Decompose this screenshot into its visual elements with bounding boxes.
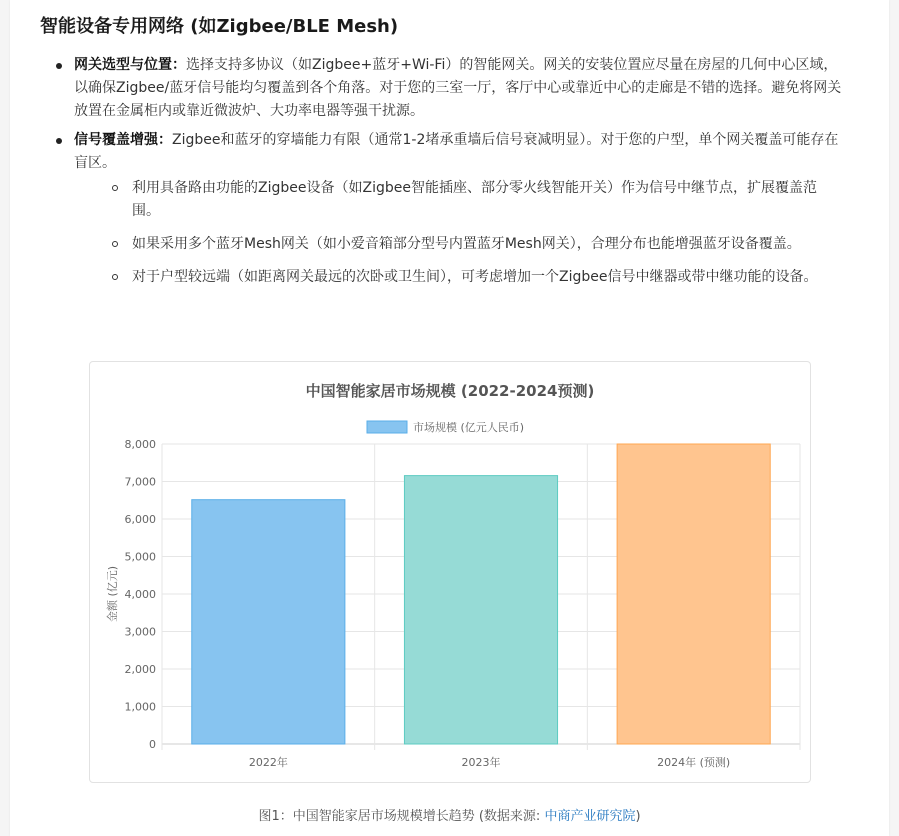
y-tick-label: 0 <box>149 738 156 751</box>
x-tick-label: 2024年 (预测) <box>657 756 731 769</box>
sub-list <box>74 177 850 289</box>
legend-label: 市场规模 (亿元人民币) <box>413 421 525 434</box>
list-item-text: 选择支持多协议（如Zigbee+蓝牙+Wi-Fi）的智能网关。网关的安装位置应尽量在房屋的几何中心区域，以确保Zigbee/蓝牙信号能均匀覆盖到各个角落。对于您的三室一厅，客厅中心或靠近中心的走廊是不错的选择。避免将网关放置在金属柜内或靠近微波炉、大功率电器等强干扰源。 <box>74 57 842 119</box>
sub-list-item <box>74 266 850 289</box>
bullet-circle-icon <box>112 274 118 280</box>
x-tick-label: 2022年 <box>248 756 288 769</box>
chart-container <box>89 361 811 783</box>
bullet-circle-icon <box>112 241 118 247</box>
bar <box>192 500 345 744</box>
sub-list-item-text: 对于户型较远端（如距离网关最远的次卧或卫生间），可考虑增加一个Zigbee信号中继器或带中继功能的设备。 <box>132 269 818 285</box>
sub-list-item <box>74 177 850 223</box>
y-axis-label: 金额 (亿元) <box>106 565 119 623</box>
y-tick-label: 7,000 <box>124 475 156 489</box>
list-item-label: 网关选型与位置： <box>74 57 186 73</box>
section-title: 智能设备专用网络 (如Zigbee/BLE Mesh) <box>40 16 399 37</box>
sub-list-item <box>74 233 850 256</box>
y-tick-label: 5,000 <box>124 550 156 564</box>
list-item <box>40 129 850 289</box>
chart-title: 中国智能家居市场规模 (2022-2024预测) <box>305 382 595 400</box>
bar <box>404 476 557 744</box>
y-tick-label: 3,000 <box>124 625 156 639</box>
caption-text: 图1：中国智能家居市场规模增长趋势 (数据来源: <box>258 809 545 824</box>
tips-list <box>40 54 850 289</box>
y-tick-label: 4,000 <box>124 588 156 601</box>
y-tick-label: 2,000 <box>124 663 156 676</box>
bullet-circle-icon <box>112 185 118 191</box>
bullet-dot-icon <box>56 63 62 69</box>
list-item-label: 信号覆盖增强： <box>74 132 172 148</box>
y-tick-label: 8,000 <box>124 438 156 451</box>
x-tick-label: 2023年 <box>461 756 501 769</box>
sub-list-item-text: 利用具备路由功能的Zigbee设备（如Zigbee智能插座、部分零火线智能开关）作为信号中继节点，扩展覆盖范围。 <box>132 180 817 219</box>
bar <box>617 444 770 744</box>
legend-swatch <box>367 421 407 433</box>
caption-suffix: ) <box>635 809 641 824</box>
y-tick-label: 1,000 <box>124 700 156 714</box>
market-size-chart <box>90 362 810 782</box>
list-item-text: Zigbee和蓝牙的穿墙能力有限（通常1-2堵承重墙后信号衰减明显）。对于您的户型，单个网关覆盖可能存在盲区。 <box>74 132 839 171</box>
sub-list-item-text: 如果采用多个蓝牙Mesh网关（如小爱音箱部分型号内置蓝牙Mesh网关），合理分布也能增强蓝牙设备覆盖。 <box>132 236 801 252</box>
list-item <box>40 54 850 123</box>
caption-source-link[interactable]: 中商产业研究院 <box>544 809 636 824</box>
y-tick-label: 6,000 <box>124 513 156 526</box>
bullet-dot-icon <box>56 138 62 144</box>
figure-caption <box>0 805 899 824</box>
